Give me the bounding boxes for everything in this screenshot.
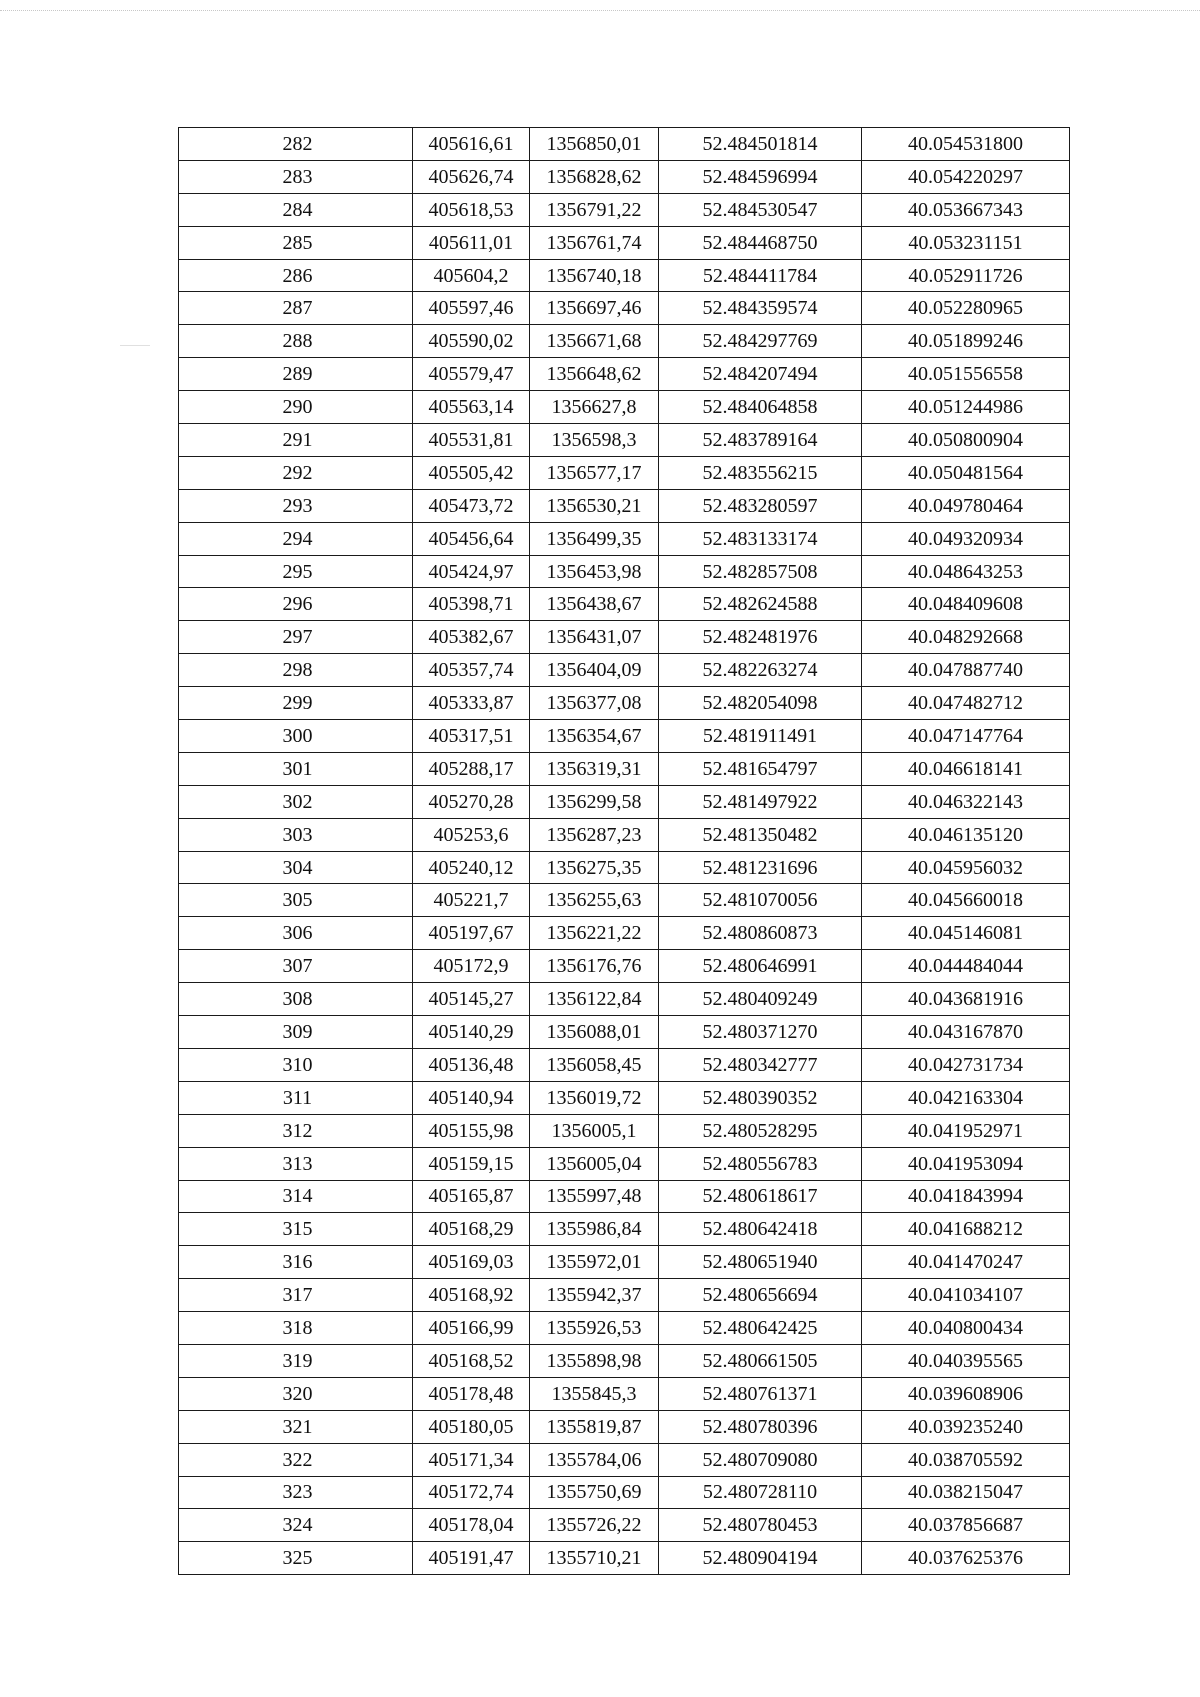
point-number-cell: 321 <box>179 1410 413 1443</box>
y-coordinate-cell: 1356697,46 <box>530 292 659 325</box>
table-row <box>179 1279 1070 1312</box>
latitude-cell: 52.482624588 <box>659 588 862 621</box>
x-coordinate-cell: 405424,97 <box>413 555 530 588</box>
point-number-cell: 308 <box>179 983 413 1016</box>
point-number-cell: 304 <box>179 851 413 884</box>
x-coordinate-cell: 405172,9 <box>413 950 530 983</box>
point-number-cell: 325 <box>179 1542 413 1575</box>
longitude-cell: 40.040395565 <box>862 1344 1070 1377</box>
point-number-cell: 307 <box>179 950 413 983</box>
point-number-cell: 320 <box>179 1377 413 1410</box>
table-row <box>179 983 1070 1016</box>
x-coordinate-cell: 405505,42 <box>413 456 530 489</box>
table-row <box>179 522 1070 555</box>
table-row <box>179 1246 1070 1279</box>
table-row <box>179 391 1070 424</box>
table-row <box>179 193 1070 226</box>
x-coordinate-cell: 405221,7 <box>413 884 530 917</box>
y-coordinate-cell: 1356404,09 <box>530 654 659 687</box>
point-number-cell: 311 <box>179 1081 413 1114</box>
longitude-cell: 40.043167870 <box>862 1016 1070 1049</box>
y-coordinate-cell: 1356530,21 <box>530 489 659 522</box>
x-coordinate-cell: 405166,99 <box>413 1312 530 1345</box>
y-coordinate-cell: 1356354,67 <box>530 720 659 753</box>
latitude-cell: 52.480528295 <box>659 1114 862 1147</box>
latitude-cell: 52.481911491 <box>659 720 862 753</box>
x-coordinate-cell: 405456,64 <box>413 522 530 555</box>
x-coordinate-cell: 405616,61 <box>413 128 530 161</box>
point-number-cell: 283 <box>179 160 413 193</box>
latitude-cell: 52.480780396 <box>659 1410 862 1443</box>
latitude-cell: 52.483280597 <box>659 489 862 522</box>
x-coordinate-cell: 405253,6 <box>413 818 530 851</box>
table-row <box>179 456 1070 489</box>
latitude-cell: 52.483133174 <box>659 522 862 555</box>
latitude-cell: 52.480371270 <box>659 1016 862 1049</box>
y-coordinate-cell: 1356255,63 <box>530 884 659 917</box>
latitude-cell: 52.484411784 <box>659 259 862 292</box>
coordinates-table <box>178 127 1070 1575</box>
longitude-cell: 40.041952971 <box>862 1114 1070 1147</box>
point-number-cell: 296 <box>179 588 413 621</box>
y-coordinate-cell: 1356287,23 <box>530 818 659 851</box>
x-coordinate-cell: 405333,87 <box>413 687 530 720</box>
point-number-cell: 289 <box>179 358 413 391</box>
table-row <box>179 292 1070 325</box>
point-number-cell: 284 <box>179 193 413 226</box>
point-number-cell: 294 <box>179 522 413 555</box>
longitude-cell: 40.049780464 <box>862 489 1070 522</box>
y-coordinate-cell: 1356761,74 <box>530 226 659 259</box>
longitude-cell: 40.042731734 <box>862 1048 1070 1081</box>
longitude-cell: 40.047147764 <box>862 720 1070 753</box>
y-coordinate-cell: 1356176,76 <box>530 950 659 983</box>
y-coordinate-cell: 1355942,37 <box>530 1279 659 1312</box>
longitude-cell: 40.049320934 <box>862 522 1070 555</box>
point-number-cell: 293 <box>179 489 413 522</box>
y-coordinate-cell: 1356319,31 <box>530 752 659 785</box>
table-row <box>179 1312 1070 1345</box>
latitude-cell: 52.482054098 <box>659 687 862 720</box>
y-coordinate-cell: 1356221,22 <box>530 917 659 950</box>
longitude-cell: 40.047887740 <box>862 654 1070 687</box>
latitude-cell: 52.480556783 <box>659 1147 862 1180</box>
table-row <box>179 1147 1070 1180</box>
x-coordinate-cell: 405473,72 <box>413 489 530 522</box>
y-coordinate-cell: 1356648,62 <box>530 358 659 391</box>
latitude-cell: 52.480780453 <box>659 1509 862 1542</box>
table-row <box>179 160 1070 193</box>
table-row <box>179 489 1070 522</box>
point-number-cell: 298 <box>179 654 413 687</box>
longitude-cell: 40.054531800 <box>862 128 1070 161</box>
table-row <box>179 1344 1070 1377</box>
longitude-cell: 40.042163304 <box>862 1081 1070 1114</box>
table-row <box>179 588 1070 621</box>
latitude-cell: 52.480642425 <box>659 1312 862 1345</box>
longitude-cell: 40.051899246 <box>862 325 1070 358</box>
point-number-cell: 316 <box>179 1246 413 1279</box>
y-coordinate-cell: 1355819,87 <box>530 1410 659 1443</box>
longitude-cell: 40.047482712 <box>862 687 1070 720</box>
scan-edge-line <box>0 10 1200 11</box>
longitude-cell: 40.041843994 <box>862 1180 1070 1213</box>
latitude-cell: 52.480709080 <box>659 1443 862 1476</box>
table-row <box>179 358 1070 391</box>
y-coordinate-cell: 1356453,98 <box>530 555 659 588</box>
y-coordinate-cell: 1355898,98 <box>530 1344 659 1377</box>
point-number-cell: 299 <box>179 687 413 720</box>
coordinates-table-body <box>179 128 1070 1575</box>
table-row <box>179 128 1070 161</box>
x-coordinate-cell: 405140,94 <box>413 1081 530 1114</box>
table-row <box>179 1542 1070 1575</box>
x-coordinate-cell: 405579,47 <box>413 358 530 391</box>
latitude-cell: 52.481497922 <box>659 785 862 818</box>
latitude-cell: 52.480728110 <box>659 1476 862 1509</box>
point-number-cell: 302 <box>179 785 413 818</box>
point-number-cell: 310 <box>179 1048 413 1081</box>
table-row <box>179 917 1070 950</box>
longitude-cell: 40.045146081 <box>862 917 1070 950</box>
table-row <box>179 884 1070 917</box>
table-row <box>179 1016 1070 1049</box>
point-number-cell: 286 <box>179 259 413 292</box>
x-coordinate-cell: 405531,81 <box>413 424 530 457</box>
x-coordinate-cell: 405288,17 <box>413 752 530 785</box>
point-number-cell: 300 <box>179 720 413 753</box>
latitude-cell: 52.484359574 <box>659 292 862 325</box>
table-row <box>179 259 1070 292</box>
table-row <box>179 654 1070 687</box>
y-coordinate-cell: 1356122,84 <box>530 983 659 1016</box>
longitude-cell: 40.053231151 <box>862 226 1070 259</box>
point-number-cell: 305 <box>179 884 413 917</box>
x-coordinate-cell: 405626,74 <box>413 160 530 193</box>
point-number-cell: 288 <box>179 325 413 358</box>
longitude-cell: 40.046135120 <box>862 818 1070 851</box>
x-coordinate-cell: 405136,48 <box>413 1048 530 1081</box>
point-number-cell: 291 <box>179 424 413 457</box>
longitude-cell: 40.051244986 <box>862 391 1070 424</box>
point-number-cell: 282 <box>179 128 413 161</box>
longitude-cell: 40.038215047 <box>862 1476 1070 1509</box>
table-row <box>179 325 1070 358</box>
point-number-cell: 292 <box>179 456 413 489</box>
x-coordinate-cell: 405168,52 <box>413 1344 530 1377</box>
table-row <box>179 1410 1070 1443</box>
longitude-cell: 40.052280965 <box>862 292 1070 325</box>
latitude-cell: 52.482857508 <box>659 555 862 588</box>
longitude-cell: 40.051556558 <box>862 358 1070 391</box>
longitude-cell: 40.048643253 <box>862 555 1070 588</box>
y-coordinate-cell: 1355710,21 <box>530 1542 659 1575</box>
y-coordinate-cell: 1356299,58 <box>530 785 659 818</box>
point-number-cell: 315 <box>179 1213 413 1246</box>
latitude-cell: 52.484468750 <box>659 226 862 259</box>
latitude-cell: 52.481350482 <box>659 818 862 851</box>
x-coordinate-cell: 405611,01 <box>413 226 530 259</box>
longitude-cell: 40.044484044 <box>862 950 1070 983</box>
longitude-cell: 40.041470247 <box>862 1246 1070 1279</box>
latitude-cell: 52.480409249 <box>659 983 862 1016</box>
longitude-cell: 40.048292668 <box>862 621 1070 654</box>
table-row <box>179 1048 1070 1081</box>
latitude-cell: 52.484064858 <box>659 391 862 424</box>
longitude-cell: 40.048409608 <box>862 588 1070 621</box>
longitude-cell: 40.037856687 <box>862 1509 1070 1542</box>
x-coordinate-cell: 405171,34 <box>413 1443 530 1476</box>
y-coordinate-cell: 1356431,07 <box>530 621 659 654</box>
latitude-cell: 52.480390352 <box>659 1081 862 1114</box>
y-coordinate-cell: 1356438,67 <box>530 588 659 621</box>
longitude-cell: 40.054220297 <box>862 160 1070 193</box>
latitude-cell: 52.484207494 <box>659 358 862 391</box>
point-number-cell: 322 <box>179 1443 413 1476</box>
latitude-cell: 52.480761371 <box>659 1377 862 1410</box>
y-coordinate-cell: 1356019,72 <box>530 1081 659 1114</box>
x-coordinate-cell: 405270,28 <box>413 785 530 818</box>
latitude-cell: 52.484501814 <box>659 128 862 161</box>
table-row <box>179 785 1070 818</box>
longitude-cell: 40.041034107 <box>862 1279 1070 1312</box>
point-number-cell: 290 <box>179 391 413 424</box>
point-number-cell: 297 <box>179 621 413 654</box>
point-number-cell: 318 <box>179 1312 413 1345</box>
table-row <box>179 555 1070 588</box>
x-coordinate-cell: 405240,12 <box>413 851 530 884</box>
x-coordinate-cell: 405178,04 <box>413 1509 530 1542</box>
longitude-cell: 40.045956032 <box>862 851 1070 884</box>
point-number-cell: 301 <box>179 752 413 785</box>
x-coordinate-cell: 405169,03 <box>413 1246 530 1279</box>
longitude-cell: 40.038705592 <box>862 1443 1070 1476</box>
longitude-cell: 40.037625376 <box>862 1542 1070 1575</box>
latitude-cell: 52.482481976 <box>659 621 862 654</box>
x-coordinate-cell: 405398,71 <box>413 588 530 621</box>
point-number-cell: 306 <box>179 917 413 950</box>
longitude-cell: 40.050481564 <box>862 456 1070 489</box>
table-row <box>179 424 1070 457</box>
x-coordinate-cell: 405191,47 <box>413 1542 530 1575</box>
latitude-cell: 52.484596994 <box>659 160 862 193</box>
point-number-cell: 313 <box>179 1147 413 1180</box>
point-number-cell: 319 <box>179 1344 413 1377</box>
y-coordinate-cell: 1356791,22 <box>530 193 659 226</box>
y-coordinate-cell: 1356499,35 <box>530 522 659 555</box>
y-coordinate-cell: 1356627,8 <box>530 391 659 424</box>
point-number-cell: 314 <box>179 1180 413 1213</box>
table-row <box>179 1180 1070 1213</box>
table-row <box>179 1476 1070 1509</box>
x-coordinate-cell: 405604,2 <box>413 259 530 292</box>
latitude-cell: 52.484530547 <box>659 193 862 226</box>
table-row <box>179 687 1070 720</box>
longitude-cell: 40.043681916 <box>862 983 1070 1016</box>
latitude-cell: 52.481070056 <box>659 884 862 917</box>
x-coordinate-cell: 405317,51 <box>413 720 530 753</box>
latitude-cell: 52.480656694 <box>659 1279 862 1312</box>
point-number-cell: 324 <box>179 1509 413 1542</box>
longitude-cell: 40.040800434 <box>862 1312 1070 1345</box>
y-coordinate-cell: 1355972,01 <box>530 1246 659 1279</box>
y-coordinate-cell: 1356577,17 <box>530 456 659 489</box>
table-row <box>179 752 1070 785</box>
table-row <box>179 818 1070 851</box>
y-coordinate-cell: 1355997,48 <box>530 1180 659 1213</box>
x-coordinate-cell: 405165,87 <box>413 1180 530 1213</box>
table-row <box>179 1377 1070 1410</box>
latitude-cell: 52.481231696 <box>659 851 862 884</box>
longitude-cell: 40.039235240 <box>862 1410 1070 1443</box>
point-number-cell: 309 <box>179 1016 413 1049</box>
x-coordinate-cell: 405597,46 <box>413 292 530 325</box>
y-coordinate-cell: 1355986,84 <box>530 1213 659 1246</box>
latitude-cell: 52.484297769 <box>659 325 862 358</box>
latitude-cell: 52.480651940 <box>659 1246 862 1279</box>
x-coordinate-cell: 405168,29 <box>413 1213 530 1246</box>
longitude-cell: 40.046322143 <box>862 785 1070 818</box>
table-row <box>179 720 1070 753</box>
longitude-cell: 40.052911726 <box>862 259 1070 292</box>
x-coordinate-cell: 405145,27 <box>413 983 530 1016</box>
latitude-cell: 52.480642418 <box>659 1213 862 1246</box>
y-coordinate-cell: 1356088,01 <box>530 1016 659 1049</box>
x-coordinate-cell: 405197,67 <box>413 917 530 950</box>
table-row <box>179 1509 1070 1542</box>
point-number-cell: 312 <box>179 1114 413 1147</box>
longitude-cell: 40.050800904 <box>862 424 1070 457</box>
y-coordinate-cell: 1356598,3 <box>530 424 659 457</box>
table-row <box>179 1213 1070 1246</box>
x-coordinate-cell: 405172,74 <box>413 1476 530 1509</box>
longitude-cell: 40.053667343 <box>862 193 1070 226</box>
x-coordinate-cell: 405140,29 <box>413 1016 530 1049</box>
latitude-cell: 52.483556215 <box>659 456 862 489</box>
longitude-cell: 40.041953094 <box>862 1147 1070 1180</box>
point-number-cell: 287 <box>179 292 413 325</box>
point-number-cell: 323 <box>179 1476 413 1509</box>
longitude-cell: 40.046618141 <box>862 752 1070 785</box>
margin-mark <box>120 345 150 346</box>
table-row <box>179 950 1070 983</box>
x-coordinate-cell: 405159,15 <box>413 1147 530 1180</box>
x-coordinate-cell: 405590,02 <box>413 325 530 358</box>
x-coordinate-cell: 405563,14 <box>413 391 530 424</box>
latitude-cell: 52.480661505 <box>659 1344 862 1377</box>
latitude-cell: 52.480618617 <box>659 1180 862 1213</box>
latitude-cell: 52.481654797 <box>659 752 862 785</box>
x-coordinate-cell: 405382,67 <box>413 621 530 654</box>
x-coordinate-cell: 405180,05 <box>413 1410 530 1443</box>
latitude-cell: 52.480646991 <box>659 950 862 983</box>
y-coordinate-cell: 1355750,69 <box>530 1476 659 1509</box>
y-coordinate-cell: 1356740,18 <box>530 259 659 292</box>
point-number-cell: 295 <box>179 555 413 588</box>
y-coordinate-cell: 1356275,35 <box>530 851 659 884</box>
latitude-cell: 52.483789164 <box>659 424 862 457</box>
longitude-cell: 40.039608906 <box>862 1377 1070 1410</box>
y-coordinate-cell: 1356377,08 <box>530 687 659 720</box>
y-coordinate-cell: 1356828,62 <box>530 160 659 193</box>
table-row <box>179 621 1070 654</box>
x-coordinate-cell: 405357,74 <box>413 654 530 687</box>
y-coordinate-cell: 1355845,3 <box>530 1377 659 1410</box>
y-coordinate-cell: 1356005,1 <box>530 1114 659 1147</box>
longitude-cell: 40.045660018 <box>862 884 1070 917</box>
table-row <box>179 851 1070 884</box>
y-coordinate-cell: 1355726,22 <box>530 1509 659 1542</box>
longitude-cell: 40.041688212 <box>862 1213 1070 1246</box>
point-number-cell: 303 <box>179 818 413 851</box>
latitude-cell: 52.480904194 <box>659 1542 862 1575</box>
y-coordinate-cell: 1355784,06 <box>530 1443 659 1476</box>
latitude-cell: 52.482263274 <box>659 654 862 687</box>
y-coordinate-cell: 1356850,01 <box>530 128 659 161</box>
y-coordinate-cell: 1356671,68 <box>530 325 659 358</box>
latitude-cell: 52.480342777 <box>659 1048 862 1081</box>
table-row <box>179 1081 1070 1114</box>
table-row <box>179 1114 1070 1147</box>
x-coordinate-cell: 405178,48 <box>413 1377 530 1410</box>
y-coordinate-cell: 1356058,45 <box>530 1048 659 1081</box>
point-number-cell: 285 <box>179 226 413 259</box>
x-coordinate-cell: 405618,53 <box>413 193 530 226</box>
y-coordinate-cell: 1356005,04 <box>530 1147 659 1180</box>
point-number-cell: 317 <box>179 1279 413 1312</box>
y-coordinate-cell: 1355926,53 <box>530 1312 659 1345</box>
x-coordinate-cell: 405155,98 <box>413 1114 530 1147</box>
latitude-cell: 52.480860873 <box>659 917 862 950</box>
table-row <box>179 226 1070 259</box>
x-coordinate-cell: 405168,92 <box>413 1279 530 1312</box>
table-row <box>179 1443 1070 1476</box>
